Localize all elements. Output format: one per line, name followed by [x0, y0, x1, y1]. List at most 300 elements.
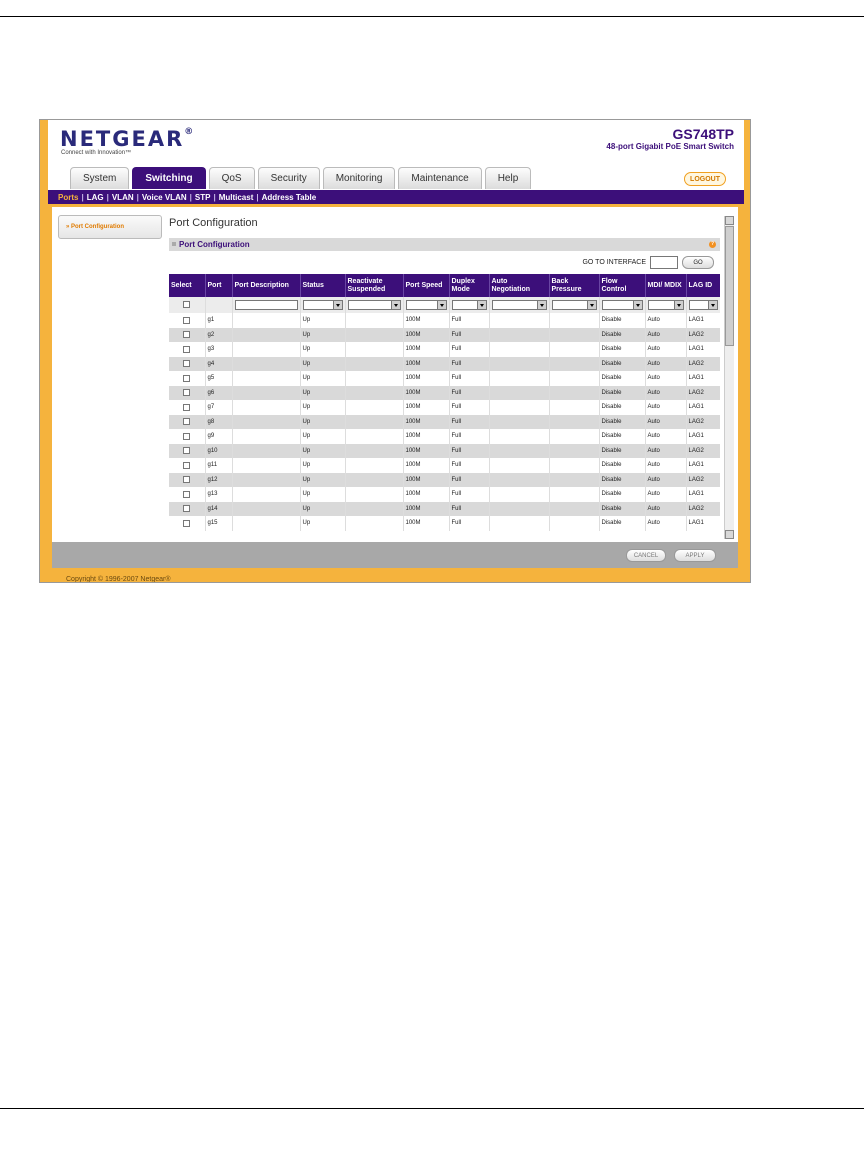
- cell-mdix: Auto: [645, 502, 686, 517]
- row-select-checkbox[interactable]: [183, 505, 190, 512]
- cell-status: Up: [300, 473, 345, 488]
- cell-lag: LAG2: [686, 502, 720, 517]
- cell-speed: 100M: [403, 328, 449, 343]
- cell-port: g1: [205, 313, 232, 328]
- filter-row: [169, 297, 720, 313]
- cell-description: [232, 444, 300, 459]
- tab-switching[interactable]: Switching: [132, 167, 205, 189]
- cell-auto-neg: [489, 458, 549, 473]
- cell-mdix: Auto: [645, 371, 686, 386]
- tab-maintenance[interactable]: Maintenance: [398, 167, 481, 189]
- row-select-checkbox[interactable]: [183, 360, 190, 367]
- filter-mdix-cell: [645, 297, 686, 313]
- cell-lag: LAG1: [686, 429, 720, 444]
- cell-reactivate: [345, 400, 403, 415]
- goto-interface-label: GO TO INTERFACE: [582, 259, 646, 266]
- cell-mdix: Auto: [645, 444, 686, 459]
- scroll-down-icon[interactable]: [725, 530, 734, 539]
- cell-mdix: Auto: [645, 458, 686, 473]
- cell-speed: 100M: [403, 516, 449, 531]
- cell-lag: LAG2: [686, 328, 720, 343]
- main-tabs: [70, 167, 531, 189]
- tab-system[interactable]: System: [70, 167, 129, 189]
- table-row: [169, 415, 720, 430]
- cell-port: g10: [205, 444, 232, 459]
- subnav-separator: |: [81, 192, 84, 202]
- cell-back-pressure: [549, 429, 599, 444]
- cell-mdix: Auto: [645, 429, 686, 444]
- back-pressure-select[interactable]: [552, 300, 597, 310]
- cell-auto-neg: [489, 487, 549, 502]
- row-select-checkbox[interactable]: [183, 346, 190, 353]
- cell-lag: LAG2: [686, 386, 720, 401]
- cell-flow-control: Disable: [599, 502, 645, 517]
- top-rule: [0, 16, 864, 17]
- copyright: Copyright © 1996-2007 Netgear®: [66, 576, 171, 583]
- cell-status: Up: [300, 313, 345, 328]
- port-table: [169, 274, 720, 531]
- cell-auto-neg: [489, 371, 549, 386]
- row-select-checkbox[interactable]: [183, 418, 190, 425]
- cell-back-pressure: [549, 473, 599, 488]
- cell-back-pressure: [549, 371, 599, 386]
- reactivate-select[interactable]: [348, 300, 401, 310]
- row-select-checkbox[interactable]: [183, 389, 190, 396]
- select-cell: [169, 458, 205, 473]
- model-description: 48-port Gigabit PoE Smart Switch: [606, 142, 734, 151]
- column-header-auto-negotiation: Auto Negotiation: [489, 274, 549, 297]
- cell-back-pressure: [549, 444, 599, 459]
- cell-reactivate: [345, 371, 403, 386]
- cell-speed: 100M: [403, 371, 449, 386]
- flow-control-select[interactable]: [602, 300, 643, 310]
- cell-speed: 100M: [403, 386, 449, 401]
- cell-speed: 100M: [403, 444, 449, 459]
- filter-speed-cell: [403, 297, 449, 313]
- sidebar: [52, 207, 167, 542]
- cell-reactivate: [345, 502, 403, 517]
- subnav-separator: |: [189, 192, 192, 202]
- cell-flow-control: Disable: [599, 371, 645, 386]
- column-header-status: Status: [300, 274, 345, 297]
- cell-description: [232, 386, 300, 401]
- cell-port: g5: [205, 371, 232, 386]
- cell-auto-neg: [489, 386, 549, 401]
- cell-port: g14: [205, 502, 232, 517]
- cell-reactivate: [345, 328, 403, 343]
- panel-title: Port Configuration: [179, 240, 250, 249]
- duplex-mode-select[interactable]: [452, 300, 487, 310]
- column-header-lag-id: LAG ID: [686, 274, 720, 297]
- go-button[interactable]: GO: [682, 256, 714, 269]
- cell-mdix: Auto: [645, 328, 686, 343]
- cell-reactivate: [345, 444, 403, 459]
- cell-duplex: Full: [449, 328, 489, 343]
- port-table-container: [169, 274, 720, 542]
- cell-speed: 100M: [403, 313, 449, 328]
- cell-flow-control: Disable: [599, 357, 645, 372]
- select-all-cell: [169, 297, 205, 313]
- cell-reactivate: [345, 386, 403, 401]
- row-select-checkbox[interactable]: [183, 317, 190, 324]
- cell-speed: 100M: [403, 415, 449, 430]
- cell-duplex: Full: [449, 415, 489, 430]
- cell-description: [232, 313, 300, 328]
- cell-duplex: Full: [449, 313, 489, 328]
- cell-flow-control: Disable: [599, 444, 645, 459]
- cell-back-pressure: [549, 487, 599, 502]
- table-row: [169, 429, 720, 444]
- header: [48, 120, 744, 190]
- cell-back-pressure: [549, 415, 599, 430]
- cell-status: Up: [300, 429, 345, 444]
- port-speed-select[interactable]: [406, 300, 447, 310]
- filter-autoneg-cell: [489, 297, 549, 313]
- cell-duplex: Full: [449, 516, 489, 531]
- subnav-address-table[interactable]: Address Table: [261, 192, 317, 202]
- cell-back-pressure: [549, 342, 599, 357]
- select-all-checkbox[interactable]: [183, 301, 190, 308]
- cell-duplex: Full: [449, 386, 489, 401]
- cell-duplex: Full: [449, 444, 489, 459]
- cell-back-pressure: [549, 386, 599, 401]
- cell-mdix: Auto: [645, 516, 686, 531]
- cell-description: [232, 357, 300, 372]
- table-row: [169, 516, 720, 531]
- column-header-back-pressure: Back Pressure: [549, 274, 599, 297]
- select-cell: [169, 371, 205, 386]
- cell-mdix: Auto: [645, 313, 686, 328]
- select-cell: [169, 473, 205, 488]
- tagline: Connect with Innovation™: [61, 150, 132, 156]
- cell-flow-control: Disable: [599, 473, 645, 488]
- cell-duplex: Full: [449, 371, 489, 386]
- cell-auto-neg: [489, 444, 549, 459]
- cell-port: g11: [205, 458, 232, 473]
- cell-speed: 100M: [403, 458, 449, 473]
- cell-auto-neg: [489, 357, 549, 372]
- auto-negotiation-select[interactable]: [492, 300, 547, 310]
- cell-description: [232, 502, 300, 517]
- cell-lag: LAG1: [686, 313, 720, 328]
- cell-flow-control: Disable: [599, 400, 645, 415]
- cell-description: [232, 328, 300, 343]
- cell-description: [232, 487, 300, 502]
- sub-navigation: [48, 190, 744, 204]
- subnav-voice-vlan[interactable]: Voice VLAN: [141, 192, 187, 202]
- cell-mdix: Auto: [645, 487, 686, 502]
- column-header-mdi-mdix: MDI/ MDIX: [645, 274, 686, 297]
- cell-back-pressure: [549, 313, 599, 328]
- subnav-multicast[interactable]: Multicast: [218, 192, 254, 202]
- cell-status: Up: [300, 386, 345, 401]
- table-header-row: [169, 274, 720, 297]
- cell-mdix: Auto: [645, 400, 686, 415]
- cell-mdix: Auto: [645, 342, 686, 357]
- scroll-thumb[interactable]: [725, 226, 734, 346]
- collapse-icon[interactable]: [172, 242, 176, 246]
- select-cell: [169, 328, 205, 343]
- browser-screenshot: [39, 119, 751, 583]
- cell-auto-neg: [489, 400, 549, 415]
- filter-duplex-cell: [449, 297, 489, 313]
- action-bar: [52, 542, 738, 568]
- select-cell: [169, 487, 205, 502]
- content-area: [52, 207, 738, 542]
- row-select-checkbox[interactable]: [183, 331, 190, 338]
- select-cell: [169, 386, 205, 401]
- cell-reactivate: [345, 516, 403, 531]
- cell-back-pressure: [549, 357, 599, 372]
- cell-auto-neg: [489, 473, 549, 488]
- cell-status: Up: [300, 458, 345, 473]
- cell-duplex: Full: [449, 487, 489, 502]
- netgear-logo: NETGEAR®: [60, 127, 196, 151]
- cell-port: g12: [205, 473, 232, 488]
- cell-flow-control: Disable: [599, 342, 645, 357]
- row-select-checkbox[interactable]: [183, 433, 190, 440]
- cell-status: Up: [300, 400, 345, 415]
- cell-status: Up: [300, 516, 345, 531]
- cell-back-pressure: [549, 458, 599, 473]
- cell-lag: LAG1: [686, 400, 720, 415]
- cell-auto-neg: [489, 328, 549, 343]
- tab-help[interactable]: Help: [485, 167, 532, 189]
- cell-reactivate: [345, 487, 403, 502]
- row-select-checkbox[interactable]: [183, 447, 190, 454]
- cell-reactivate: [345, 429, 403, 444]
- cell-description: [232, 371, 300, 386]
- table-row: [169, 444, 720, 459]
- cell-lag: LAG2: [686, 473, 720, 488]
- subnav-stp[interactable]: STP: [194, 192, 211, 202]
- table-row: [169, 400, 720, 415]
- cell-duplex: Full: [449, 342, 489, 357]
- cell-reactivate: [345, 342, 403, 357]
- cell-speed: 100M: [403, 487, 449, 502]
- filter-description-cell: [232, 297, 300, 313]
- table-row: [169, 357, 720, 372]
- cell-status: Up: [300, 357, 345, 372]
- select-cell: [169, 357, 205, 372]
- cell-status: Up: [300, 342, 345, 357]
- cell-description: [232, 415, 300, 430]
- cell-reactivate: [345, 458, 403, 473]
- cell-duplex: Full: [449, 357, 489, 372]
- cell-status: Up: [300, 444, 345, 459]
- cell-lag: LAG1: [686, 458, 720, 473]
- page-title: Port Configuration: [169, 217, 258, 229]
- cancel-button[interactable]: CANCEL: [626, 549, 666, 562]
- cell-auto-neg: [489, 516, 549, 531]
- cell-auto-neg: [489, 502, 549, 517]
- table-row: [169, 458, 720, 473]
- vertical-scrollbar[interactable]: [724, 216, 734, 539]
- lag-id-select[interactable]: [689, 300, 718, 310]
- tab-security[interactable]: Security: [258, 167, 320, 189]
- subnav-separator: |: [256, 192, 259, 202]
- cell-port: g15: [205, 516, 232, 531]
- panel-header: [169, 238, 720, 251]
- apply-button[interactable]: APPLY: [674, 549, 716, 562]
- select-cell: [169, 342, 205, 357]
- cell-flow-control: Disable: [599, 458, 645, 473]
- model-name: GS748TP: [672, 126, 734, 142]
- cell-status: Up: [300, 415, 345, 430]
- cell-speed: 100M: [403, 429, 449, 444]
- cell-description: [232, 473, 300, 488]
- row-select-checkbox[interactable]: [183, 375, 190, 382]
- table-row: [169, 342, 720, 357]
- filter-status-cell: [300, 297, 345, 313]
- column-header-port-speed: Port Speed: [403, 274, 449, 297]
- cell-lag: LAG2: [686, 444, 720, 459]
- cell-port: g6: [205, 386, 232, 401]
- row-select-checkbox[interactable]: [183, 491, 190, 498]
- cell-reactivate: [345, 313, 403, 328]
- cell-duplex: Full: [449, 429, 489, 444]
- cell-back-pressure: [549, 516, 599, 531]
- cell-back-pressure: [549, 400, 599, 415]
- cell-description: [232, 516, 300, 531]
- row-select-checkbox[interactable]: [183, 404, 190, 411]
- logout-button[interactable]: LOGOUT: [684, 172, 726, 186]
- table-row: [169, 386, 720, 401]
- cell-port: g8: [205, 415, 232, 430]
- row-select-checkbox[interactable]: [183, 520, 190, 527]
- cell-port: g13: [205, 487, 232, 502]
- cell-auto-neg: [489, 313, 549, 328]
- cell-description: [232, 342, 300, 357]
- tab-monitoring[interactable]: Monitoring: [323, 167, 396, 189]
- select-cell: [169, 502, 205, 517]
- cell-port: g9: [205, 429, 232, 444]
- cell-back-pressure: [549, 502, 599, 517]
- scroll-up-icon[interactable]: [725, 216, 734, 225]
- cell-duplex: Full: [449, 400, 489, 415]
- select-cell: [169, 400, 205, 415]
- cell-status: Up: [300, 328, 345, 343]
- cell-lag: LAG1: [686, 342, 720, 357]
- cell-lag: LAG1: [686, 516, 720, 531]
- sidebar-item-port-configuration[interactable]: » Port Configuration: [58, 215, 162, 239]
- cell-flow-control: Disable: [599, 313, 645, 328]
- cell-mdix: Auto: [645, 415, 686, 430]
- select-cell: [169, 313, 205, 328]
- filter-backpressure-cell: [549, 297, 599, 313]
- cell-duplex: Full: [449, 502, 489, 517]
- goto-interface-input[interactable]: [650, 256, 678, 269]
- main-panel: [167, 207, 738, 542]
- select-cell: [169, 516, 205, 531]
- subnav-separator: |: [106, 192, 109, 202]
- cell-speed: 100M: [403, 342, 449, 357]
- cell-flow-control: Disable: [599, 487, 645, 502]
- column-header-port-description: Port Description: [232, 274, 300, 297]
- bottom-rule: [0, 1108, 864, 1109]
- description-filter-input[interactable]: [235, 300, 298, 310]
- subnav-ports[interactable]: Ports: [58, 192, 79, 202]
- cell-status: Up: [300, 487, 345, 502]
- table-row: [169, 487, 720, 502]
- tab-qos[interactable]: QoS: [209, 167, 255, 189]
- filter-lag-cell: [686, 297, 720, 313]
- cell-flow-control: Disable: [599, 386, 645, 401]
- cell-duplex: Full: [449, 458, 489, 473]
- status-select[interactable]: [303, 300, 343, 310]
- cell-speed: 100M: [403, 502, 449, 517]
- help-icon[interactable]: ?: [710, 241, 715, 247]
- cell-speed: 100M: [403, 400, 449, 415]
- cell-mdix: Auto: [645, 473, 686, 488]
- filter-port-cell: [205, 297, 232, 313]
- select-cell: [169, 429, 205, 444]
- filter-flowcontrol-cell: [599, 297, 645, 313]
- cell-auto-neg: [489, 429, 549, 444]
- row-select-checkbox[interactable]: [183, 462, 190, 469]
- cell-lag: LAG2: [686, 415, 720, 430]
- mdix-select[interactable]: [648, 300, 684, 310]
- column-header-flow-control: Flow Control: [599, 274, 645, 297]
- cell-flow-control: Disable: [599, 328, 645, 343]
- column-header-port: Port: [205, 274, 232, 297]
- cell-flow-control: Disable: [599, 415, 645, 430]
- table-row: [169, 473, 720, 488]
- select-cell: [169, 444, 205, 459]
- cell-speed: 100M: [403, 357, 449, 372]
- cell-description: [232, 458, 300, 473]
- cell-back-pressure: [549, 328, 599, 343]
- table-row: [169, 328, 720, 343]
- cell-reactivate: [345, 357, 403, 372]
- row-select-checkbox[interactable]: [183, 476, 190, 483]
- cell-auto-neg: [489, 342, 549, 357]
- filter-reactivate-cell: [345, 297, 403, 313]
- cell-flow-control: Disable: [599, 516, 645, 531]
- subnav-vlan[interactable]: VLAN: [111, 192, 134, 202]
- column-header-reactivate-suspended: Reactivate Suspended: [345, 274, 403, 297]
- cell-description: [232, 400, 300, 415]
- cell-speed: 100M: [403, 473, 449, 488]
- table-row: [169, 313, 720, 328]
- cell-flow-control: Disable: [599, 429, 645, 444]
- subnav-separator: |: [136, 192, 139, 202]
- cell-port: g4: [205, 357, 232, 372]
- column-header-select: Select: [169, 274, 205, 297]
- column-header-duplex-mode: Duplex Mode: [449, 274, 489, 297]
- cell-port: g3: [205, 342, 232, 357]
- subnav-separator: |: [213, 192, 216, 202]
- cell-description: [232, 429, 300, 444]
- cell-lag: LAG1: [686, 371, 720, 386]
- table-row: [169, 502, 720, 517]
- cell-auto-neg: [489, 415, 549, 430]
- cell-lag: LAG2: [686, 357, 720, 372]
- cell-mdix: Auto: [645, 357, 686, 372]
- cell-lag: LAG1: [686, 487, 720, 502]
- cell-mdix: Auto: [645, 386, 686, 401]
- goto-interface-row: [169, 252, 720, 274]
- cell-status: Up: [300, 371, 345, 386]
- cell-status: Up: [300, 502, 345, 517]
- select-cell: [169, 415, 205, 430]
- cell-port: g7: [205, 400, 232, 415]
- subnav-lag[interactable]: LAG: [86, 192, 104, 202]
- cell-port: g2: [205, 328, 232, 343]
- cell-duplex: Full: [449, 473, 489, 488]
- cell-reactivate: [345, 473, 403, 488]
- table-row: [169, 371, 720, 386]
